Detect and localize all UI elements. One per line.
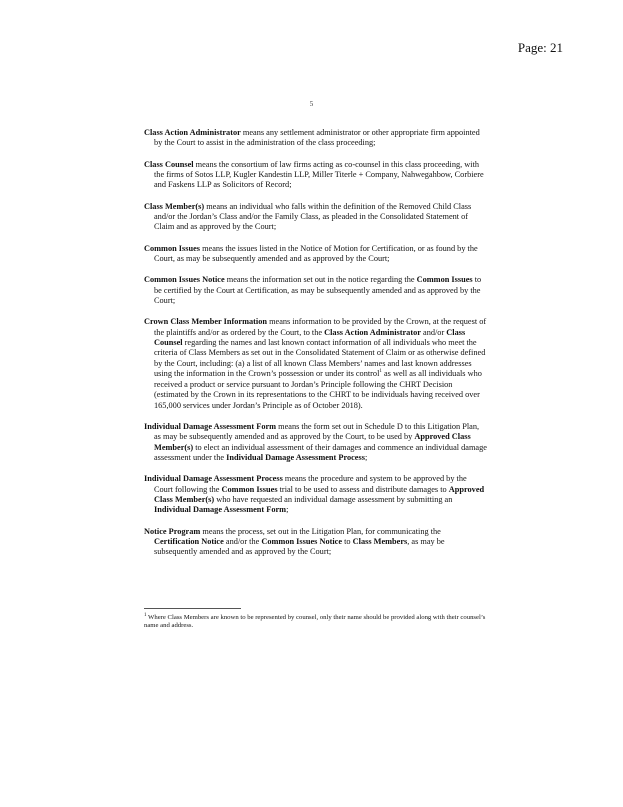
- definition-text: means the process, set out in the Litigation Plan, for communicating the: [200, 526, 441, 536]
- defined-term: Class Counsel: [144, 159, 194, 169]
- definition-text: means any settlement administrator or other appropriate firm appointed by the Court to assist in the administration of the class proceeding;: [154, 128, 480, 148]
- definition-text: means the information set out in the notice regarding the: [224, 275, 417, 285]
- defined-term: Class Members: [352, 536, 408, 546]
- defined-term: Class Action Administrator: [144, 128, 241, 137]
- defined-term: Individual Damage Assessment Form: [154, 505, 287, 515]
- definitions-list: [144, 128, 487, 569]
- definition-item: [144, 128, 487, 149]
- definition-item: [144, 474, 487, 516]
- footnote-divider: [144, 608, 241, 609]
- definition-text: trial to be used to assess and distribute damages to: [277, 484, 449, 494]
- definition-text: means the consortium of law firms acting as co-counsel in this class proceeding, with the firms of Sotos LLP, Kugler Kandestin LLP, Miller Titerle + Company, Nahwegahbow, Corbiere and Faskens LLP as Solicitors of Record;: [154, 159, 484, 190]
- definition-text: means the form set out in Schedule D to this Litigation Plan, as may be subsequently amended and as approved by the Court, to be used by: [154, 421, 480, 442]
- defined-term: Common Issues Notice: [261, 536, 343, 546]
- definition-text: means information to be provided by the Crown, at the request of the plaintiffs and/or as ordered by the Court, to the: [154, 317, 487, 337]
- page-label: Page: 21: [517, 40, 563, 55]
- defined-term: Common Issues: [144, 243, 201, 253]
- footnote-text: Where Class Members are known to be represented by counsel, only their name should be provided along with their counsel’s name and address.: [144, 614, 486, 630]
- defined-term: Individual Damage Assessment Process: [144, 474, 283, 484]
- defined-term: Common Issues Notice: [144, 275, 225, 285]
- defined-term: Individual Damage Assessment Process: [226, 452, 365, 462]
- defined-term: Class Member(s): [144, 201, 205, 211]
- definition-text: ;: [286, 505, 289, 515]
- defined-term: Individual Damage Assessment Form: [144, 421, 277, 431]
- definition-text: to be certified by the Court at Certification, as may be subsequently amended and as approved by the Court;: [154, 275, 482, 306]
- defined-term: Class Action Administrator: [324, 327, 421, 337]
- definition-item: [144, 317, 487, 411]
- defined-term: Approved Class Member(s): [154, 432, 471, 452]
- definition-text: means the procedure and system to be approved by the Court following the: [154, 474, 467, 494]
- defined-term: Class Counsel: [154, 327, 466, 348]
- definition-text: regarding the names and last known contact information of all individuals who meet the criteria of Class Members as set out in the Consolidated Statement of Claim or as otherwise defined by the Court, including: (a) a list of all known Class Members’ names and last known addresses using the information in the Crown’s possession or under its control: [154, 338, 486, 379]
- defined-term: Approved Class Member(s): [154, 484, 485, 504]
- definition-text: as well as all individuals who received a product or service pursuant to Jordan’s Principle following the CHRT Decision (estimated by the Crown in its representations to the CHRT to be individuals having received over 165,000 services under Jordan’s Principle as of October 2018).: [154, 369, 482, 410]
- defined-term: Crown Class Member Information: [144, 317, 267, 327]
- definition-text: and/or: [420, 327, 447, 337]
- definition-item: [144, 422, 487, 464]
- definition-text: and/or the: [223, 536, 262, 546]
- definition-item: [144, 202, 487, 233]
- definition-text: means the issues listed in the Notice of Motion for Certification, or as found by the Court, as may be subsequently amended and as approved by the Court;: [154, 243, 478, 264]
- defined-term: Certification Notice: [154, 536, 224, 546]
- page-number: 5: [309, 100, 314, 108]
- definition-text: ;: [364, 452, 368, 462]
- definition-item: [144, 244, 487, 265]
- definition-text: means an individual who falls within the definition of the Removed Child Class and/or the Jordan’s Class and/or the Family Class, as pleaded in the Consolidated Statement of Claim and as approved by the Court;: [154, 201, 472, 232]
- footnote-marker: 1: [144, 612, 147, 618]
- defined-term: Common Issues: [416, 275, 473, 285]
- definition-item: [144, 160, 487, 191]
- footnote-reference: 1: [379, 369, 382, 375]
- definition-item: [144, 275, 487, 306]
- defined-term: Notice Program: [144, 526, 201, 536]
- definition-text: to: [342, 536, 353, 546]
- definition-text: who have requested an individual damage assessment by submitting an: [214, 494, 453, 504]
- definition-text: to elect an individual assessment of their damages and commence an individual damage assessment under the: [154, 442, 487, 462]
- definition-text: , as may be subsequently amended and as approved by the Court;: [154, 536, 445, 557]
- defined-term: Common Issues: [221, 484, 278, 494]
- footnote: [144, 614, 487, 631]
- definition-item: [144, 527, 487, 558]
